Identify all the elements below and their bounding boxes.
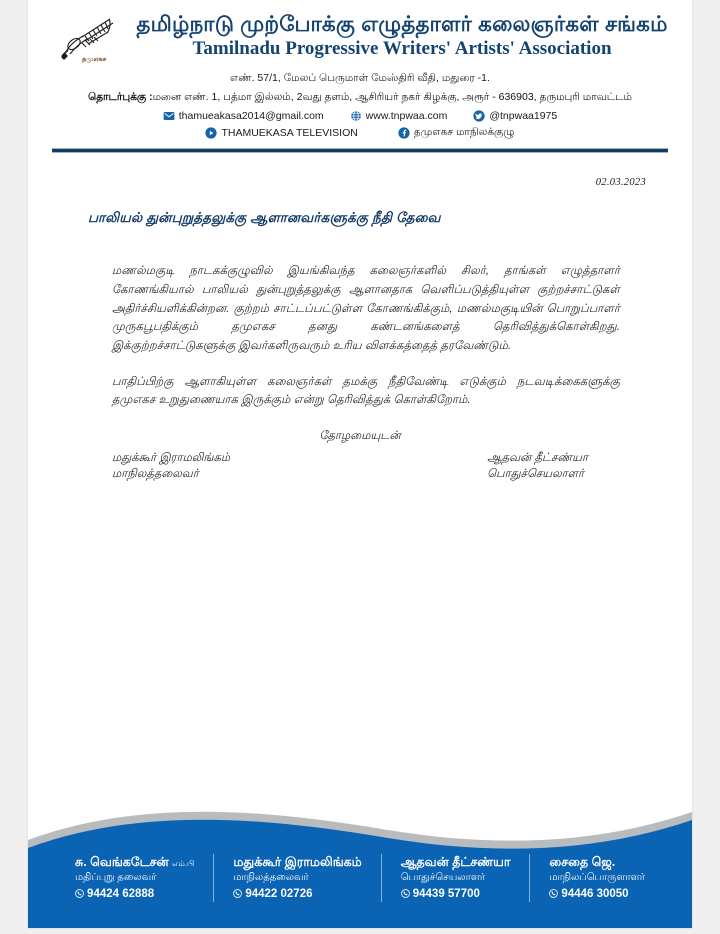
- footer-contact-item[interactable]: [56, 854, 213, 902]
- youtube-icon: [205, 127, 217, 139]
- footer-contact-phone-text: 94422 02726: [245, 887, 313, 900]
- letterhead-footer: [28, 768, 692, 928]
- footer-contact-name-text: சு. வெங்கடேசன்: [75, 854, 169, 869]
- footer-contact-phone: [549, 886, 645, 902]
- footer-contact-suffix: எம்.பி: [172, 858, 195, 868]
- contact-email[interactable]: [163, 110, 324, 122]
- facebook-icon: [398, 127, 410, 139]
- footer-contact-phone: [401, 886, 511, 902]
- signature-block: [112, 450, 588, 483]
- footer-contact-phone: [233, 886, 361, 902]
- contact-facebook-text: தமுஎகச மாநிலக்குழு: [413, 126, 515, 139]
- footer-contact-phone-text: 94446 30050: [561, 887, 629, 900]
- footer-contact-phone-text: 94424 62888: [87, 887, 155, 900]
- letterhead-header: [28, 0, 692, 157]
- footer-contact-item[interactable]: [529, 854, 664, 902]
- footer-contact-name-text: சைதை ஜெ.: [549, 854, 616, 869]
- association-logo: [52, 10, 126, 64]
- footer-contact-name-text: மதுக்கூர் இராமலிங்கம்: [233, 854, 362, 869]
- signatory-left-designation: மாநிலத்தலைவர்: [112, 468, 199, 481]
- address-line-1: எண். 57/1, மேலப் பெருமாள் மேஸ்திரி வீதி, மதுரை -1.: [230, 72, 490, 84]
- contact-twitter[interactable]: [473, 110, 557, 122]
- header-title-row: [42, 10, 678, 64]
- header-titles: [136, 12, 667, 62]
- footer-wave-graphic: [28, 768, 692, 928]
- footer-contact-designation: மாநிலத்தலைவர்: [233, 872, 309, 884]
- contact-row-primary: [42, 110, 678, 122]
- letter-paragraph-2: பாதிப்பிற்கு ஆளாகியுள்ள கலைஞர்கள் தமக்கு நீதிவேண்டி எடுக்கும் நடவடிக்கைகளுக்கு தமுஎகச உறுதுணையாக இருக்கும் என்று தெரிவித்துக் கொள்கிறோம்.: [112, 375, 620, 407]
- contact-youtube[interactable]: [205, 127, 357, 139]
- footer-contact-item[interactable]: [213, 854, 380, 902]
- letter-subject: பாலியல் துன்புறுத்தலுக்கு ஆளானவர்களுக்கு நீதி தேவை: [88, 210, 441, 226]
- footer-contact-name: [401, 854, 511, 872]
- organization-name-tamil: தமிழ்நாடு முற்போக்கு எழுத்தாளர் கலைஞர்கள் சங்கம்: [136, 12, 668, 37]
- letter-date: 02.03.2023: [595, 177, 646, 189]
- phone-icon: [401, 889, 410, 898]
- contact-email-text: thamueakasa2014@gmail.com: [178, 110, 324, 123]
- signatory-right: [487, 450, 588, 483]
- signatory-right-designation: பொதுச்செயலாளர்: [487, 468, 585, 481]
- footer-contact-designation: பொதுச்செயலாளர்: [400, 872, 486, 884]
- signatory-left-name: மதுக்கூர் இராமலிங்கம்: [112, 451, 231, 464]
- contact-label: தொடர்புக்கு :: [88, 90, 153, 103]
- branch-address: மனை எண். 1, பத்மா இல்லம், 2வது தளம், ஆசிரியர் நகர் கிழக்கு, அரூர் - 636903, தருமபுரி மாவட்டம்: [152, 90, 632, 103]
- footer-contact-name: [233, 854, 361, 872]
- contact-website[interactable]: [350, 110, 448, 122]
- phone-icon: [75, 889, 84, 898]
- footer-contact-designation: மாநிலப்பொருளாளர்: [549, 872, 645, 884]
- twitter-icon: [473, 110, 485, 122]
- contact-facebook[interactable]: [398, 126, 515, 139]
- footer-contact-name-text: ஆதவன் தீட்சண்யா: [400, 854, 511, 869]
- footer-contact-phone: [75, 886, 194, 902]
- header-divider: [52, 148, 668, 153]
- contact-row-secondary: [42, 126, 678, 139]
- letter-body: [28, 177, 692, 483]
- footer-contact-designation: மதிப்புறு தலைவர்: [75, 872, 157, 884]
- phone-icon: [233, 889, 242, 898]
- footer-contact-name: [75, 854, 194, 872]
- email-icon: [163, 110, 175, 122]
- letter-closing: தோழமையுடன்: [319, 429, 401, 442]
- logo-caption: தமுஎகச: [82, 56, 107, 63]
- quill-pen-icon: [52, 10, 126, 64]
- footer-contact-phone-text: 94439 57700: [412, 887, 480, 900]
- phone-icon: [549, 889, 558, 898]
- contact-twitter-text: @tnpwaa1975: [489, 110, 558, 123]
- signatory-left: [112, 450, 230, 483]
- contact-youtube-text: THAMUEKASA TELEVISION: [221, 126, 358, 139]
- letterhead-page: [28, 0, 692, 928]
- contact-website-text: www.tnpwaa.com: [365, 110, 448, 123]
- globe-icon: [350, 110, 362, 122]
- organization-name-english: Tamilnadu Progressive Writers' Artists' Association: [192, 38, 612, 60]
- address-line-2: [42, 90, 678, 105]
- footer-contact-list: [28, 854, 692, 902]
- letter-paragraph-1: மணல்மகுடி நாடகக்குழுவில் இயங்கிவந்த கலைஞர்களில் சிலர், தாங்கள் எழுத்தாளர் கோணங்கியால் பாலியல் துன்புறுத்தலுக்கு ஆளானதாக வெளிப்படுத்தியுள்ள குற்றச்சாட்டுகள் அதிர்ச்சியளிக்கின்றன. குற்றம் சாட்டப்பட்டுள்ள கோணங்கிக்கும், மணல்மகுடியின் பொறுப்பாளர் முருகபூபதிக்கும் தமுஎகச தனது கண்டனங்களைத் தெரிவித்துக்கொள்கிறது. இக்குற்றச்சாட்டுகளுக்கு இவர்களிருவரும் உரிய விளக்கத்தைத் தரவேண்டும்.: [112, 265, 620, 352]
- footer-contact-name: [549, 854, 645, 872]
- signatory-right-name: ஆதவன் தீட்சண்யா: [487, 451, 588, 464]
- footer-contact-item[interactable]: [381, 854, 530, 902]
